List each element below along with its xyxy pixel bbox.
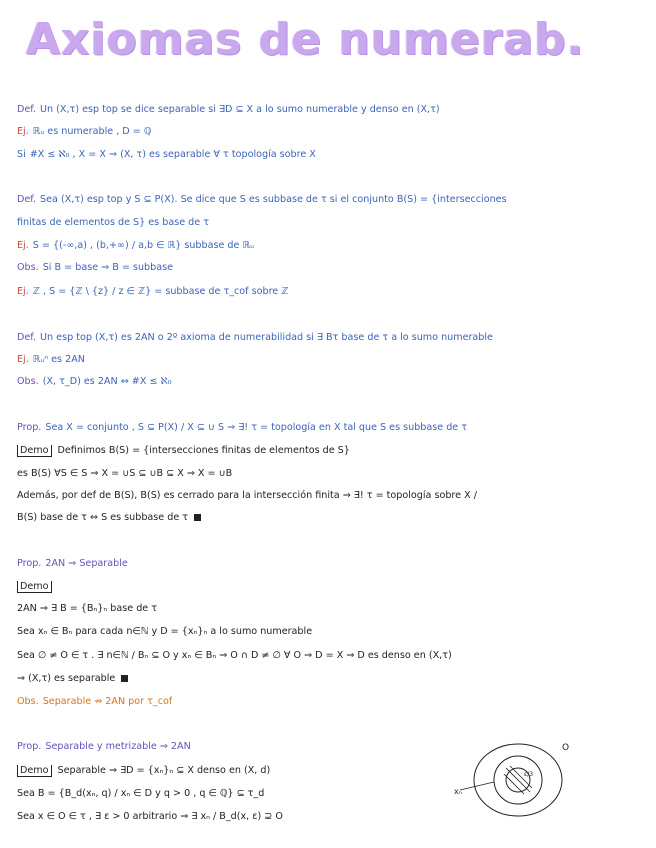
demo-box: Demo (17, 581, 52, 593)
demo-2an-base: 2AN ⇒ ∃ B = {Bₙ}ₙ base de τ (17, 603, 158, 614)
demo-2an-conclusion: ⇒ (X,τ) es separable (17, 673, 128, 685)
prop-2an-separable: Prop. 2AN ⇒ Separable (17, 558, 128, 569)
def-subbase: Def. Sea (X,τ) esp top y S ⊆ P(X). Se dice que S es subbase de τ si el conjunto B(S) = {intersecciones (17, 194, 507, 205)
demo-subbase-cover: es B(S) ∀S ∈ S ⇒ X = ∪S ⊆ ∪B ⊆ X ⇒ X = ∪B (17, 468, 233, 479)
def-subbase-cont: finitas de elementos de S} es base de τ (17, 217, 209, 228)
example-subbase-reals: Ej. S = {(-∞,a) , (b,+∞) / a,b ∈ ℝ} subbase de ℝᵤ (17, 240, 254, 251)
qed-square-icon (121, 675, 128, 682)
prop-subbase-topology: Prop. Sea X = conjunto , S ⊆ P(X) / X ⊆ ∪ S ⇒ ∃! τ = topología en X tal que S es subbase de τ (17, 422, 468, 433)
demo-2an-dense: Sea ∅ ≠ O ∈ τ . ∃ n∈ℕ / Bₙ ⊆ O y xₙ ∈ Bₙ ⇒ O ∩ D ≠ ∅ ∀ O ⇒ D̄ = X ⇒ D es denso en (X,τ) (17, 650, 452, 661)
label-O: O (562, 743, 570, 753)
pointer-line (460, 782, 494, 790)
obs-base-subbase: Obs. Si B = base ⇒ B = subbase (17, 262, 173, 273)
example-reals-separable: Ej. ℝᵤ es numerable , D = ℚ (17, 126, 152, 137)
demo-metric-dense: Demo Separable ⇒ ∃D = {xₙ}ₙ ⊆ X denso en (X, d) (17, 765, 270, 777)
demo-2an-heading (17, 581, 58, 593)
demo-box: Demo (17, 765, 52, 777)
demo-metric-ball: Sea x ∈ O ∈ τ , ∃ ε > 0 arbitrario ⇒ ∃ xₙ / B_d(x, ε) ⊇ O (17, 811, 283, 822)
demo-2an-points: Sea xₙ ∈ Bₙ para cada n∈ℕ y D = {xₙ}ₙ a lo sumo numerable (17, 626, 313, 637)
example-rn-2an: Ej. ℝᵤⁿ es 2AN (17, 354, 85, 365)
note-countable-separable: Si #X ≤ ℵ₀ , X̄ = X ⇒ (X, τ) es separable ∀ τ topología sobre X (17, 149, 316, 160)
obs-discrete-2an: Obs. (X, τ_D) es 2AN ⇔ #X ≤ ℵ₀ (17, 376, 172, 387)
demo-metric-base: Sea B = {B_d(xₙ, q) / xₙ ∈ D y q > 0 , q ∈ ℚ} ⊆ τ_d (17, 788, 265, 799)
example-cofinite-subbase: Ej. ℤ , S = {ℤ \ {z} / z ∈ ℤ} = subbase de τ_cof sobre ℤ (17, 286, 289, 297)
nested-balls-diagram (450, 738, 580, 838)
demo-subbase-conclusion: B(S) base de τ ⇔ S es subbase de τ (17, 512, 201, 524)
label-eps: ε/3 (524, 771, 534, 778)
prop-separable-metric-2an: Prop. Separable y metrizable ⇒ 2AN (17, 741, 191, 752)
def-separable: Def. Un (X,τ) esp top se dice separable si ∃D ⊆ X a lo sumo numerable y denso en (X,τ) (17, 104, 440, 115)
obs-separable-not-2an: Obs. Separable ⇏ 2AN por τ_cof (17, 696, 173, 707)
demo-subbase-def: Demo Definimos B(S) = {intersecciones finitas de elementos de S} (17, 445, 350, 457)
label-xn: xₙ (454, 787, 462, 796)
demo-box: Demo (17, 445, 52, 457)
def-2an: Def. Un esp top (X,τ) es 2AN o 2º axioma de numerabilidad si ∃ Bτ base de τ a lo sumo numerable (17, 332, 493, 343)
qed-square-icon (194, 514, 201, 521)
demo-subbase-closed: Además, por def de B(S), B(S) es cerrado para la intersección finita ⇒ ∃! τ = topología sobre X / (17, 490, 477, 501)
page-title: Axiomas de numerab. (26, 14, 585, 65)
